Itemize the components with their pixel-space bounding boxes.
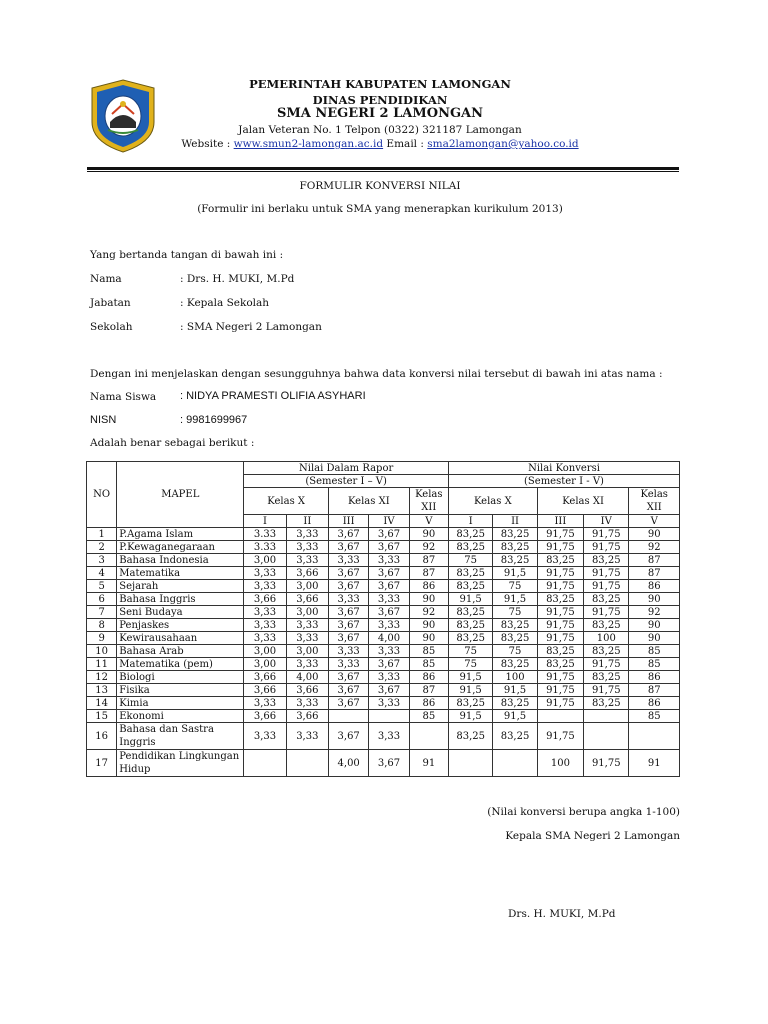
grade-cell: 83,25 [584,671,629,684]
grade-cell: 83,25 [493,658,537,671]
grade-cell: 91,75 [584,528,629,541]
semester-header: V [629,515,680,528]
grade-cell: 90 [409,528,448,541]
grade-cell: 85 [629,710,680,723]
grade-cell: 91,75 [537,528,583,541]
student-nisn-value: : 9981699967 [180,414,248,426]
signer-name-label: Nama [90,273,122,285]
grade-cell: 75 [448,658,492,671]
row-mapel: Sejarah [117,580,244,593]
grade-cell: 83,25 [537,593,583,606]
row-no: 7 [87,606,117,619]
grade-cell [584,723,629,750]
grade-cell: 91,5 [448,710,492,723]
statement-text: Dengan ini menjelaskan dengan sesungguhnya bahwa data konversi nilai tersebut di bawah ini atas nama : [90,368,663,380]
grade-cell: 3,67 [369,541,409,554]
grade-cell: 83,25 [493,619,537,632]
grade-cell: 87 [629,554,680,567]
grade-cell: 83,25 [493,697,537,710]
website-label: Website : [181,138,234,150]
grade-cell: 3,33 [369,619,409,632]
grade-cell: 83,25 [448,619,492,632]
grade-cell: 3,67 [329,580,369,593]
grade-cell: 91,5 [448,671,492,684]
grade-cell: 83,25 [537,554,583,567]
grade-cell [448,750,492,777]
col-header-konversi-kelas-xi: Kelas XI [537,488,629,515]
grade-cell: 3,33 [329,645,369,658]
grade-cell: 100 [493,671,537,684]
grade-cell: 91,5 [448,593,492,606]
semester-header: I [448,515,492,528]
intro-text: Yang bertanda tangan di bawah ini : [90,249,284,261]
grade-cell: 91,75 [537,697,583,710]
grade-cell: 3,67 [369,750,409,777]
grade-cell: 3,33 [244,580,286,593]
header-rule-thin [87,171,679,172]
grade-cell: 75 [493,580,537,593]
col-header-rapor-kelas-xii: Kelas XII [409,488,448,515]
header-school-name: SMA NEGERI 2 LAMONGAN [276,106,484,121]
grade-cell: 85 [409,710,448,723]
grade-cell: 83,25 [448,697,492,710]
grades-table [86,461,680,777]
grade-cell: 3,33 [329,658,369,671]
table-row [87,632,680,645]
row-no: 16 [87,723,117,750]
grade-cell: 91,75 [584,606,629,619]
grade-cell: 3,33 [244,567,286,580]
grade-cell: 92 [629,541,680,554]
form-subtitle: (Formulir ini berlaku untuk SMA yang menerapkan kurikulum 2013) [197,203,563,215]
grade-cell: 3,00 [244,658,286,671]
grade-cell: 83,25 [584,645,629,658]
grade-cell: 3,67 [329,567,369,580]
signature-title: Kepala SMA Negeri 2 Lamongan [505,830,680,842]
signer-school-label: Sekolah [90,321,133,333]
row-mapel: Matematika (pem) [117,658,244,671]
table-row [87,750,680,777]
grade-cell: 3,33 [286,658,328,671]
grade-cell: 91,75 [537,606,583,619]
grade-cell: 83,25 [448,723,492,750]
grade-cell: 3,67 [329,684,369,697]
row-mapel: Bahasa dan Sastra Inggris [117,723,244,750]
grade-cell: 83,25 [493,541,537,554]
grade-cell: 92 [409,541,448,554]
semester-header: IV [369,515,409,528]
grade-cell: 86 [629,697,680,710]
grade-cell: 3,33 [244,632,286,645]
grade-cell [629,723,680,750]
row-mapel: Fisika [117,684,244,697]
grade-cell: 4,00 [286,671,328,684]
col-header-konversi-semester: (Semester I - V) [448,475,679,488]
grade-cell: 4,00 [329,750,369,777]
grade-cell: 3.33 [244,528,286,541]
grade-cell: 3,66 [286,710,328,723]
grade-cell: 91,5 [493,567,537,580]
row-mapel: Bahasa Indonesia [117,554,244,567]
grade-cell: 90 [409,619,448,632]
row-mapel: P.Agama Islam [117,528,244,541]
grade-cell: 83,25 [493,528,537,541]
grade-cell: 3,00 [244,645,286,658]
semester-header: II [286,515,328,528]
grade-cell: 83,25 [537,645,583,658]
grade-cell: 85 [629,645,680,658]
grade-cell: 91,75 [537,723,583,750]
grade-cell: 90 [409,593,448,606]
header-contact [150,138,610,150]
grade-cell: 3,66 [286,567,328,580]
grade-cell: 91,75 [584,567,629,580]
row-no: 4 [87,567,117,580]
row-mapel: P.Kewaganegaraan [117,541,244,554]
grade-cell: 83,25 [448,541,492,554]
grade-cell: 3.33 [244,541,286,554]
col-header-konversi: Nilai Konversi [448,462,679,475]
grade-cell: 91,75 [537,619,583,632]
grade-cell: 90 [629,528,680,541]
table-row [87,541,680,554]
grade-cell: 91,5 [493,684,537,697]
row-no: 10 [87,645,117,658]
grade-cell: 3,67 [329,632,369,645]
grade-cell: 75 [493,606,537,619]
col-header-konversi-kelas-x: Kelas X [448,488,537,515]
row-mapel: Bahasa Arab [117,645,244,658]
grade-cell: 91,75 [537,567,583,580]
table-row [87,684,680,697]
semester-header: III [329,515,369,528]
grade-cell [493,750,537,777]
grade-cell: 85 [409,658,448,671]
row-mapel: Ekonomi [117,710,244,723]
table-row [87,723,680,750]
row-mapel: Biologi [117,671,244,684]
col-header-rapor-kelas-x: Kelas X [244,488,329,515]
grade-cell: 100 [584,632,629,645]
row-no: 3 [87,554,117,567]
grade-cell: 3,33 [286,619,328,632]
table-row [87,671,680,684]
grade-cell: 3,67 [369,528,409,541]
grade-cell: 3,33 [329,554,369,567]
row-no: 5 [87,580,117,593]
grade-cell: 3,33 [286,554,328,567]
signer-school-value: : SMA Negeri 2 Lamongan [180,321,322,333]
grade-cell [329,710,369,723]
semester-header: III [537,515,583,528]
grade-cell: 87 [409,554,448,567]
grade-cell: 90 [409,632,448,645]
grade-cell [409,723,448,750]
grade-cell: 91,5 [493,710,537,723]
grade-cell: 75 [493,645,537,658]
col-header-konversi-kelas-xii: Kelas XII [629,488,680,515]
grade-cell: 90 [629,619,680,632]
col-header-rapor: Nilai Dalam Rapor [244,462,449,475]
grade-cell: 3,33 [244,619,286,632]
student-name-value: : NIDYA PRAMESTI OLIFIA ASYHARI [180,390,366,402]
grade-cell: 100 [537,750,583,777]
row-no: 17 [87,750,117,777]
grade-cell: 3,00 [286,645,328,658]
signer-position-value: : Kepala Sekolah [180,297,270,309]
student-nisn-label: NISN [90,414,117,426]
grade-cell: 3,33 [286,697,328,710]
grade-cell: 83,25 [537,658,583,671]
grade-cell: 3,67 [329,697,369,710]
grade-cell: 91,75 [537,580,583,593]
grade-cell: 3,33 [369,671,409,684]
table-row [87,645,680,658]
semester-header: V [409,515,448,528]
grade-cell: 3,33 [369,723,409,750]
grade-cell: 3,67 [369,606,409,619]
grade-cell: 83,25 [493,632,537,645]
row-no: 9 [87,632,117,645]
grade-cell: 3,33 [286,723,328,750]
grade-cell: 3,33 [286,528,328,541]
school-emblem-logo [88,78,158,154]
col-header-rapor-kelas-xi: Kelas XI [329,488,410,515]
grade-cell: 3,67 [329,723,369,750]
grade-cell: 3,33 [286,541,328,554]
email-label: Email : [383,138,428,150]
grade-cell: 3,00 [286,606,328,619]
semester-header: IV [584,515,629,528]
grade-cell: 91,75 [584,750,629,777]
row-mapel: Kewirausahaan [117,632,244,645]
grade-cell: 3,33 [369,697,409,710]
col-header-rapor-semester: (Semester I – V) [244,475,449,488]
grade-cell: 91,75 [584,580,629,593]
table-row [87,593,680,606]
grade-cell: 75 [448,645,492,658]
grade-cell: 87 [409,567,448,580]
grade-cell: 83,25 [448,567,492,580]
grade-cell: 83,25 [493,554,537,567]
row-mapel: Kimia [117,697,244,710]
semester-header: II [493,515,537,528]
grade-cell: 86 [409,671,448,684]
website-link[interactable]: www.smun2-lamongan.ac.id [233,138,384,150]
grade-cell: 91,75 [537,632,583,645]
grade-cell: 3,33 [369,645,409,658]
grade-cell: 4,00 [369,632,409,645]
grade-cell: 83,25 [493,723,537,750]
grade-cell: 3,66 [286,684,328,697]
grade-cell: 92 [409,606,448,619]
semester-header: I [244,515,286,528]
grade-cell: 3,66 [244,593,286,606]
grade-cell: 91,75 [537,671,583,684]
table-row [87,658,680,671]
grade-cell: 83,25 [584,593,629,606]
grade-cell: 3,67 [369,658,409,671]
grade-cell: 3,33 [244,723,286,750]
table-row [87,697,680,710]
grade-cell: 91,5 [448,684,492,697]
grade-cell: 86 [409,697,448,710]
grade-cell: 90 [629,632,680,645]
grade-cell: 83,25 [448,606,492,619]
grade-cell [286,750,328,777]
grade-cell: 87 [409,684,448,697]
grade-cell: 3,66 [286,593,328,606]
grade-cell: 86 [409,580,448,593]
grade-cell: 75 [448,554,492,567]
signer-position-label: Jabatan [90,297,131,309]
grade-cell: 86 [629,580,680,593]
row-no: 1 [87,528,117,541]
col-header-mapel: MAPEL [117,462,244,528]
row-mapel: Penjaskes [117,619,244,632]
row-no: 14 [87,697,117,710]
grade-cell: 91,75 [584,684,629,697]
row-no: 8 [87,619,117,632]
row-mapel: Matematika [117,567,244,580]
grade-cell: 83,25 [584,619,629,632]
grade-cell: 3,33 [329,593,369,606]
table-row [87,528,680,541]
grade-cell: 83,25 [584,697,629,710]
conversion-note: (Nilai konversi berupa angka 1-100) [487,806,680,818]
grade-cell: 3,67 [369,684,409,697]
grade-cell: 3,33 [286,632,328,645]
header-rule-thick [87,167,679,170]
header-address: Jalan Veteran No. 1 Telpon (0322) 321187 Lamongan [238,124,522,136]
grade-cell: 3,67 [329,606,369,619]
row-mapel: Bahasa Inggris [117,593,244,606]
table-row [87,580,680,593]
grade-cell: 91,75 [537,684,583,697]
grade-cell: 86 [629,671,680,684]
grade-cell: 3,33 [369,554,409,567]
grade-cell: 3,33 [369,593,409,606]
grade-cell: 91,75 [584,658,629,671]
row-no: 6 [87,593,117,606]
grade-cell: 83,25 [448,580,492,593]
grade-cell: 3,33 [244,697,286,710]
grade-cell: 91 [409,750,448,777]
grade-cell: 87 [629,684,680,697]
grade-cell: 3,66 [244,684,286,697]
table-row [87,567,680,580]
student-name-label: Nama Siswa [90,391,157,403]
signer-name-value: : Drs. H. MUKI, M.Pd [180,273,295,285]
grade-cell: 91,75 [537,541,583,554]
table-row [87,606,680,619]
email-link[interactable]: sma2lamongan@yahoo.co.id [427,138,579,150]
signature-name: Drs. H. MUKI, M.Pd [508,908,616,920]
row-no: 2 [87,541,117,554]
grade-cell: 90 [629,593,680,606]
grade-cell: 3,67 [329,541,369,554]
row-no: 15 [87,710,117,723]
grade-cell: 3,67 [369,580,409,593]
lead-text: Adalah benar sebagai berikut : [90,437,255,449]
row-no: 12 [87,671,117,684]
header-government: PEMERINTAH KABUPATEN LAMONGAN [249,77,511,91]
grade-cell: 3,67 [329,671,369,684]
grade-cell: 3,67 [329,528,369,541]
row-mapel: Seni Budaya [117,606,244,619]
row-no: 13 [87,684,117,697]
col-header-no: NO [87,462,117,528]
grade-cell: 85 [409,645,448,658]
grade-cell [537,710,583,723]
grade-cell: 92 [629,606,680,619]
grade-cell: 3,66 [244,710,286,723]
grade-cell: 91,75 [584,541,629,554]
grade-cell: 87 [629,567,680,580]
grade-cell: 85 [629,658,680,671]
grade-cell: 3,00 [244,554,286,567]
grade-cell: 3,67 [369,567,409,580]
row-no: 11 [87,658,117,671]
table-row [87,710,680,723]
grade-cell: 3,33 [244,606,286,619]
header-department: DINAS PENDIDIKAN [312,93,448,107]
grade-cell: 83,25 [448,528,492,541]
grade-cell: 3,67 [329,619,369,632]
grade-cell [369,710,409,723]
grade-cell: 3,66 [244,671,286,684]
grade-cell: 91 [629,750,680,777]
grade-cell [584,710,629,723]
grade-cell: 83,25 [584,554,629,567]
form-title: FORMULIR KONVERSI NILAI [299,180,461,192]
grade-cell: 83,25 [448,632,492,645]
table-row [87,554,680,567]
table-row [87,619,680,632]
grade-cell [244,750,286,777]
row-mapel: Pendidikan Lingkungan Hidup [117,750,244,777]
grade-cell: 3,00 [286,580,328,593]
grade-cell: 91,5 [493,593,537,606]
